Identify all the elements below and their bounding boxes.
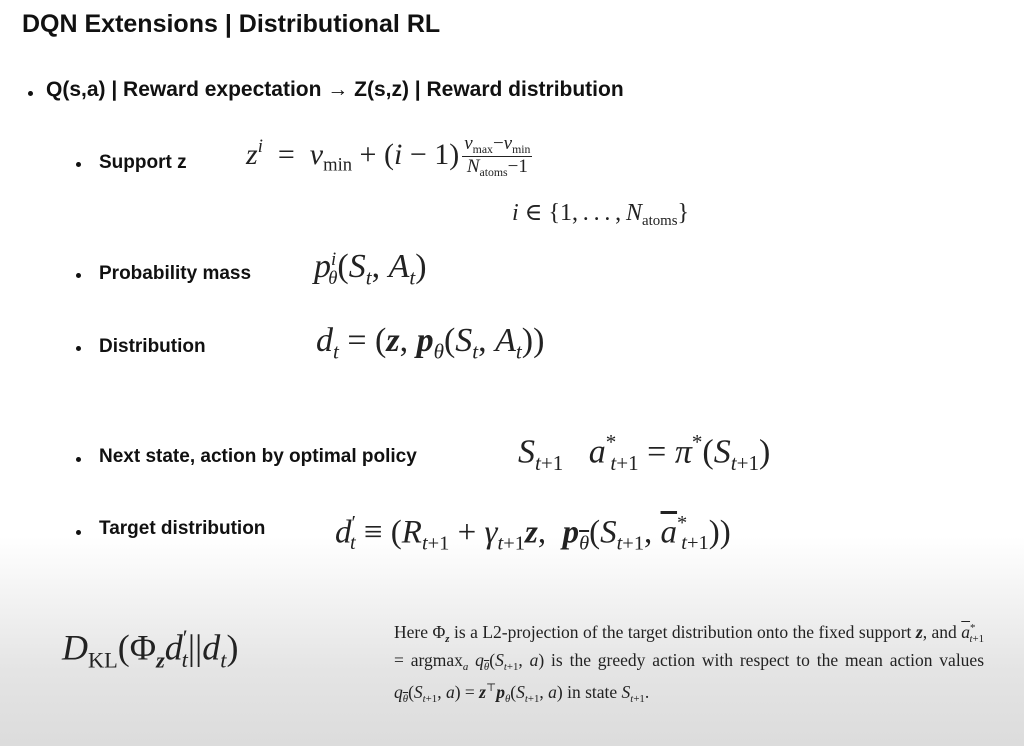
next-state-formula: $S_{t+1}$ $a^*_{t+1} = \pi^*(S_{t+1})$ xyxy=(518,430,771,476)
target-distribution-formula: $d'_t \equiv (R_{t+1} + \gamma_{t+1}z$, $p_{\overline{\theta}}(S_{t+1}$, $\overline{a}^*_{t+1}$)) xyxy=(335,512,731,555)
kl-divergence-formula: $D_{KL}(\Phi_zd'_t||d_t)$ xyxy=(62,625,239,673)
intro-bullet: Q(s,a) | Reward expectation → Z(s,z) | Reward distribution xyxy=(46,78,624,101)
bullet-dot xyxy=(76,346,81,351)
page-title: DQN Extensions | Distributional RL xyxy=(22,10,441,38)
support-label: Support z xyxy=(99,152,187,173)
bullet-dot xyxy=(76,273,81,278)
description-paragraph: Here $\Phi_z$ is a L2-projection of the target distribution onto the fixed support z, and $\overline{a}^*_{t+1} = argmax_a$ $q_{\overline{\theta}}(S_{t+1}$, a) is the greedy action with respect to the mean action values $q_{\overline{\theta}}(S_{t+1}$, $a) = z^⊤p_\theta(S_{t+1}$, a) in state $S_{t+1}$. xyxy=(394,622,985,705)
distribution-formula: $d_t = (z$, $p_\theta(S_t$, $A_t$)) xyxy=(316,322,545,364)
probability-mass-label: Probability mass xyxy=(99,263,252,284)
distribution-label: Distribution xyxy=(99,336,206,357)
target-distribution-label: Target distribution xyxy=(99,518,266,539)
bullet-dot xyxy=(28,91,33,96)
bullet-dot xyxy=(76,162,81,167)
support-range-formula: i ∈ {1, . . . , $N_{atoms}$} xyxy=(512,200,690,230)
bullet-dot xyxy=(76,457,81,462)
support-formula: $z^i = v_{min} + (i - 1)$ $\frac{v_{max}-v_{min}}{N_{atoms}-1}$ xyxy=(246,133,531,180)
bullet-dot xyxy=(76,530,81,535)
probability-mass-formula: $p^i_\theta(S_t$, $A_t$) xyxy=(314,248,427,290)
next-state-label: Next state, action by optimal policy xyxy=(99,446,417,467)
